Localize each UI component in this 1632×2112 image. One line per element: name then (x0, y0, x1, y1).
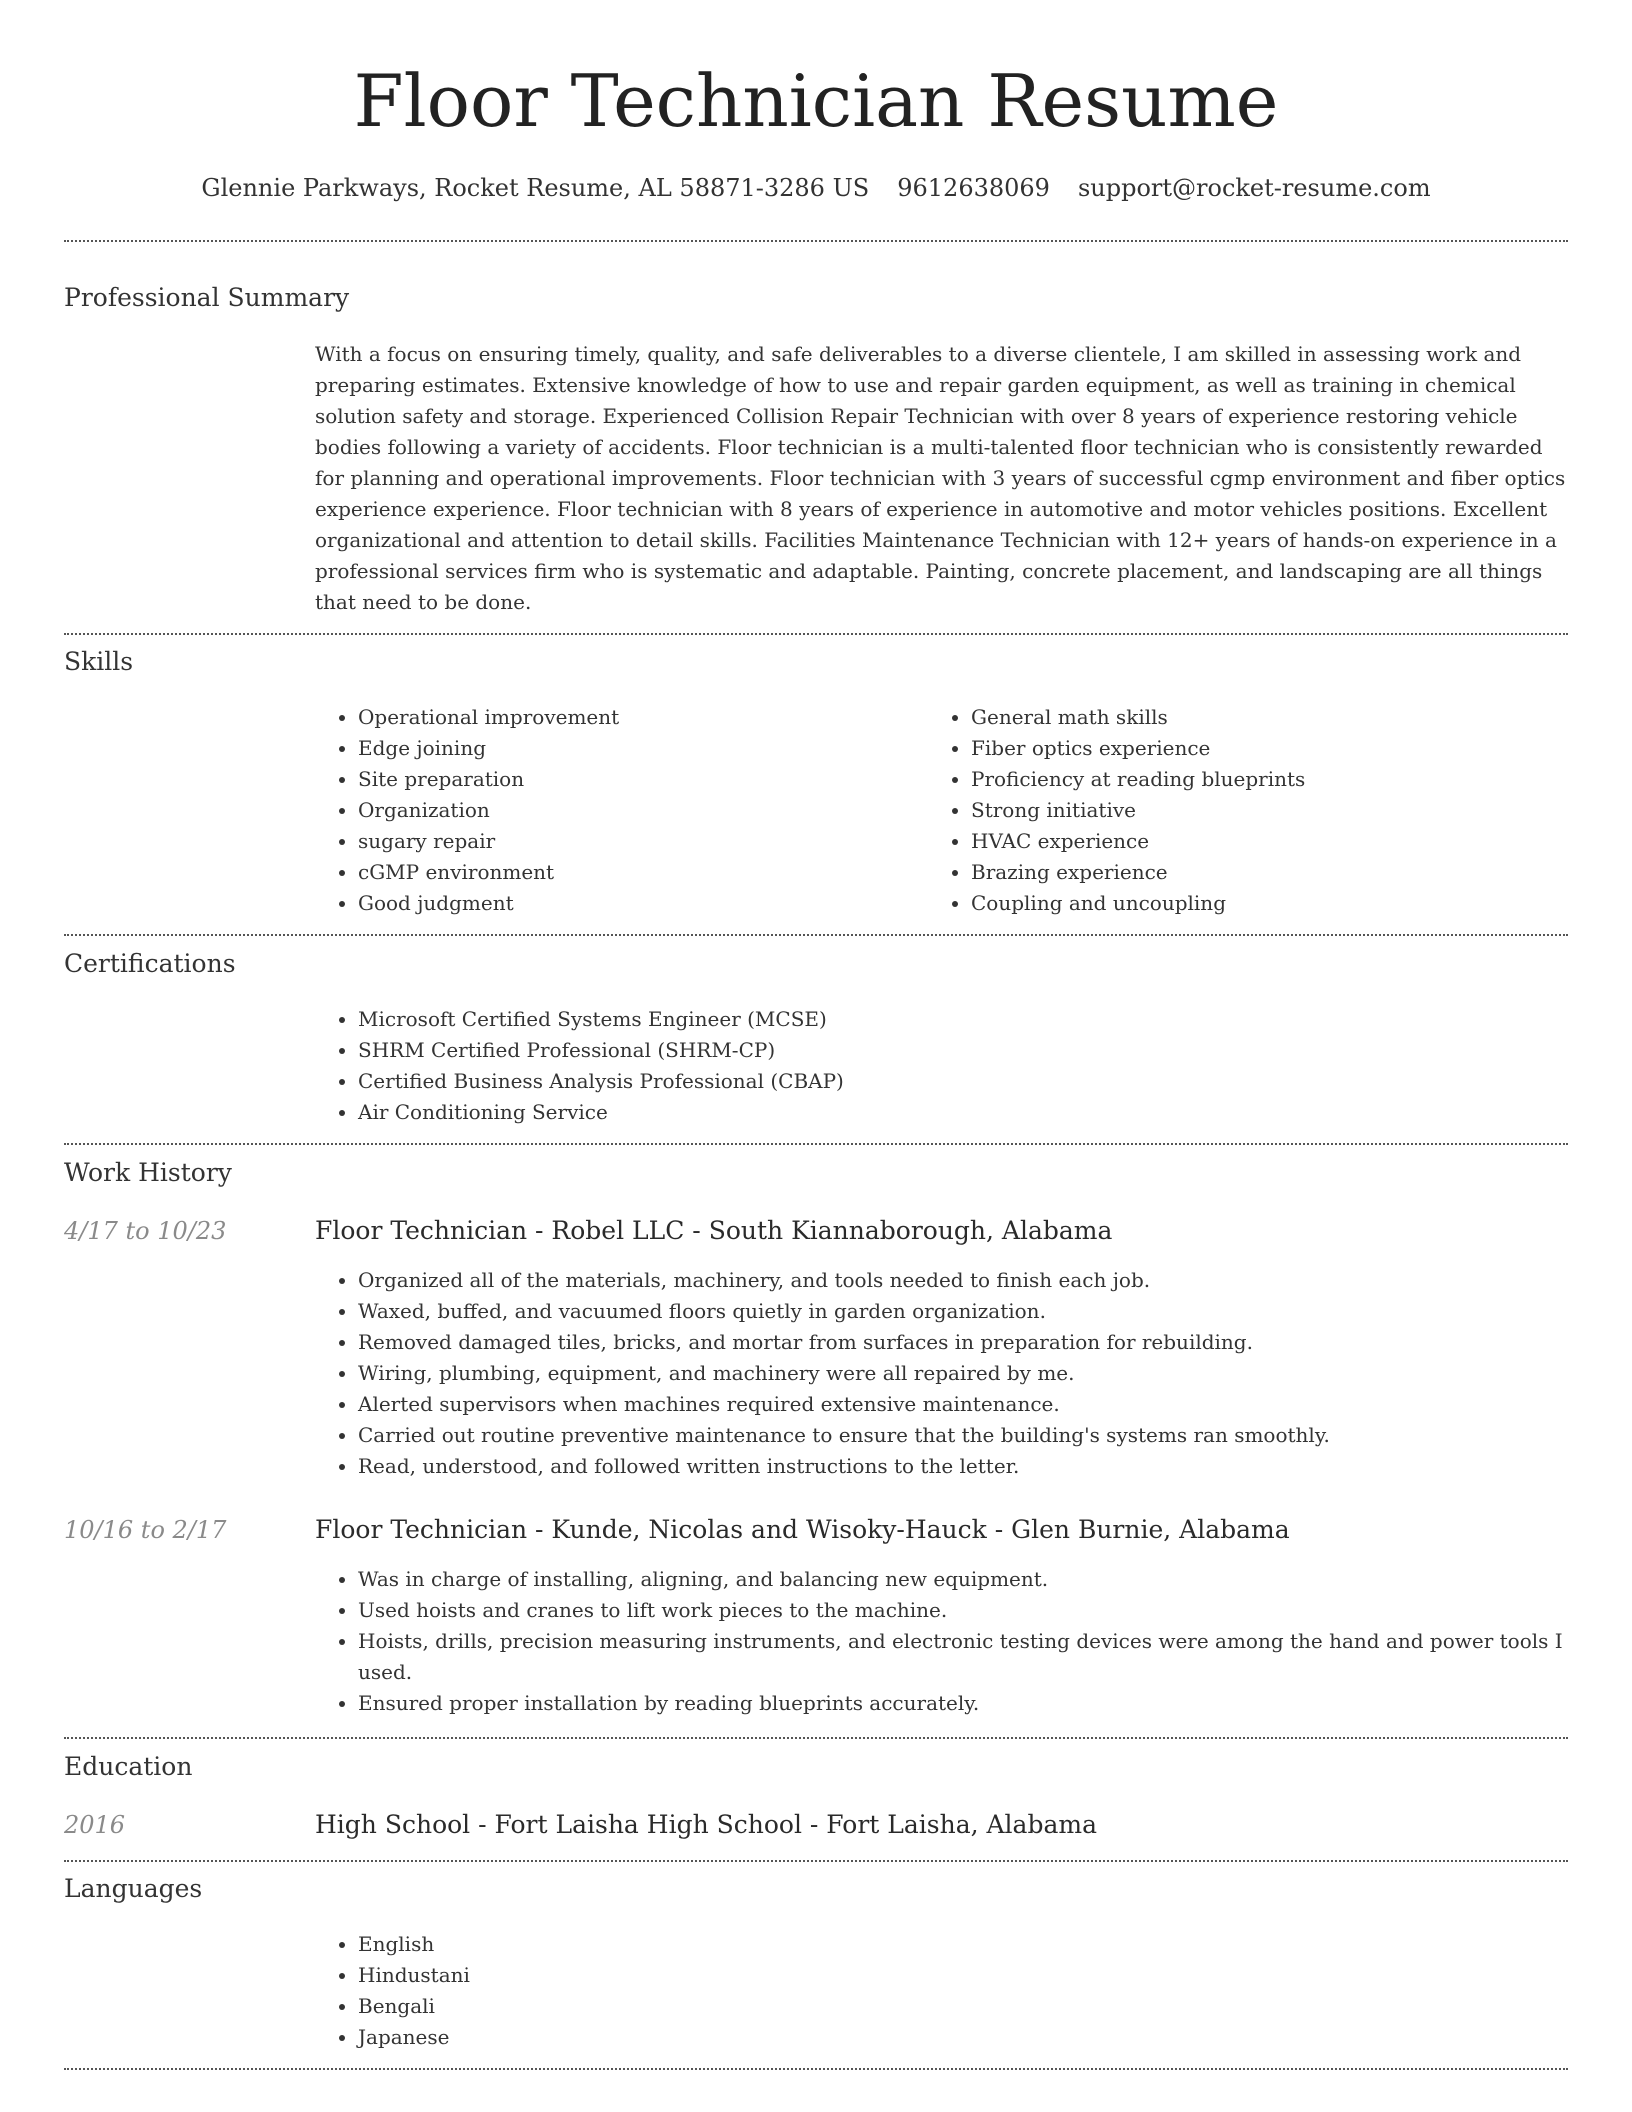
contact-phone: 9612638069 (897, 174, 1050, 202)
summary-text: With a focus on ensuring timely, quality, and safe deliverables to a diverse clientele, I am skilled in assessing work and preparing estimates. Extensive knowledge of how to use and repair garden equipment, as well as training in chemical solution safety and storage. Experienced Collision Repair Technician with over 8 years of experience restoring vehicle bodies following a variety of accidents. Floor technician is a multi-talented floor technician who is consistently rewarded for planning and operational improvements. Floor technician with 3 years of successful cgmp environment and fiber optics experience experience. Floor technician with 8 years of experience in automotive and motor vehicles positions. Excellent organizational and attention to detail skills. Facilities Maintenance Technician with 12+ years of hands-on experience in a professional services firm who is systematic and adaptable. Painting, concrete placement, and landscaping are all things that need to be done. (315, 342, 1566, 614)
job-bullets (315, 1564, 1568, 1719)
section-title-languages: Languages (64, 1874, 203, 1903)
divider (64, 1860, 1568, 1862)
list-item: • Organization (358, 795, 918, 826)
list-item: • Removed damaged tiles, bricks, and mortar from surfaces in preparation for rebuilding. (358, 1327, 1568, 1358)
divider (64, 2068, 1568, 2070)
job-dates: 10/16 to 2/17 (64, 1516, 227, 1544)
list-item: • Waxed, buffed, and vacuumed floors quietly in garden organization. (358, 1296, 1568, 1327)
list-item: • Was in charge of installing, aligning, and balancing new equipment. (358, 1564, 1568, 1595)
languages-list (315, 1929, 958, 2053)
list-item: • Hindustani (358, 1960, 958, 1991)
section-title-skills: Skills (64, 647, 134, 676)
list-item: • Air Conditioning Service (358, 1097, 1458, 1128)
contact-line (64, 168, 1568, 208)
list-item: • Wiring, plumbing, equipment, and machinery were all repaired by me. (358, 1358, 1568, 1389)
list-item: • Japanese (358, 2022, 958, 2053)
divider (64, 240, 1568, 242)
list-item: • Good judgment (358, 888, 918, 919)
skills-list-left (315, 702, 918, 919)
list-item: • Site preparation (358, 764, 918, 795)
list-item: • Ensured proper installation by reading blueprints accurately. (358, 1688, 1568, 1719)
section-title-summary: Professional Summary (64, 283, 350, 312)
job-dates: 4/17 to 10/23 (64, 1217, 227, 1245)
list-item: • Read, understood, and followed written instructions to the letter. (358, 1451, 1568, 1482)
list-item: • English (358, 1929, 958, 1960)
list-item: • Proficiency at reading blueprints (971, 764, 1571, 795)
list-item: • Hoists, drills, precision measuring instruments, and electronic testing devices were among the hand and power tools I used. (358, 1626, 1568, 1688)
list-item: • SHRM Certified Professional (SHRM-CP) (358, 1035, 1458, 1066)
section-title-education: Education (64, 1752, 193, 1781)
resume-title: Floor Technician Resume (353, 59, 1279, 143)
list-item: • Bengali (358, 1991, 958, 2022)
job-title: Floor Technician - Kunde, Nicolas and Wisoky-Hauck - Glen Burnie, Alabama (315, 1515, 1290, 1544)
job-bullets (315, 1265, 1568, 1482)
list-item: • HVAC experience (971, 826, 1571, 857)
section-title-work-history: Work History (64, 1158, 232, 1187)
skills-list-right (928, 702, 1571, 919)
list-item: • Alerted supervisors when machines required extensive maintenance. (358, 1389, 1568, 1420)
education-entry: High School - Fort Laisha High School - Fort Laisha, Alabama (315, 1810, 1097, 1839)
list-item: • Organized all of the materials, machinery, and tools needed to finish each job. (358, 1265, 1568, 1296)
list-item: • Used hoists and cranes to lift work pieces to the machine. (358, 1595, 1568, 1626)
contact-address: Glennie Parkways, Rocket Resume, AL 58871-3286 US (201, 174, 870, 202)
list-item: • Strong initiative (971, 795, 1571, 826)
list-item: • sugary repair (358, 826, 918, 857)
divider (64, 1737, 1568, 1739)
divider (64, 934, 1568, 936)
list-item: • Carried out routine preventive maintenance to ensure that the building's systems ran smoothly. (358, 1420, 1568, 1451)
list-item: • Operational improvement (358, 702, 918, 733)
contact-email: support@rocket-resume.com (1077, 174, 1431, 202)
list-item: • Edge joining (358, 733, 918, 764)
section-title-certifications: Certifications (64, 949, 236, 978)
list-item: • Fiber optics experience (971, 733, 1571, 764)
certifications-list (315, 1004, 1458, 1128)
job-title: Floor Technician - Robel LLC - South Kiannaborough, Alabama (315, 1216, 1113, 1245)
list-item: • Certified Business Analysis Professional (CBAP) (358, 1066, 1458, 1097)
list-item: • General math skills (971, 702, 1571, 733)
education-year: 2016 (64, 1811, 126, 1839)
divider (64, 633, 1568, 635)
divider (64, 1143, 1568, 1145)
list-item: • cGMP environment (358, 857, 918, 888)
list-item: • Brazing experience (971, 857, 1571, 888)
list-item: • Microsoft Certified Systems Engineer (MCSE) (358, 1004, 1458, 1035)
list-item: • Coupling and uncoupling (971, 888, 1571, 919)
